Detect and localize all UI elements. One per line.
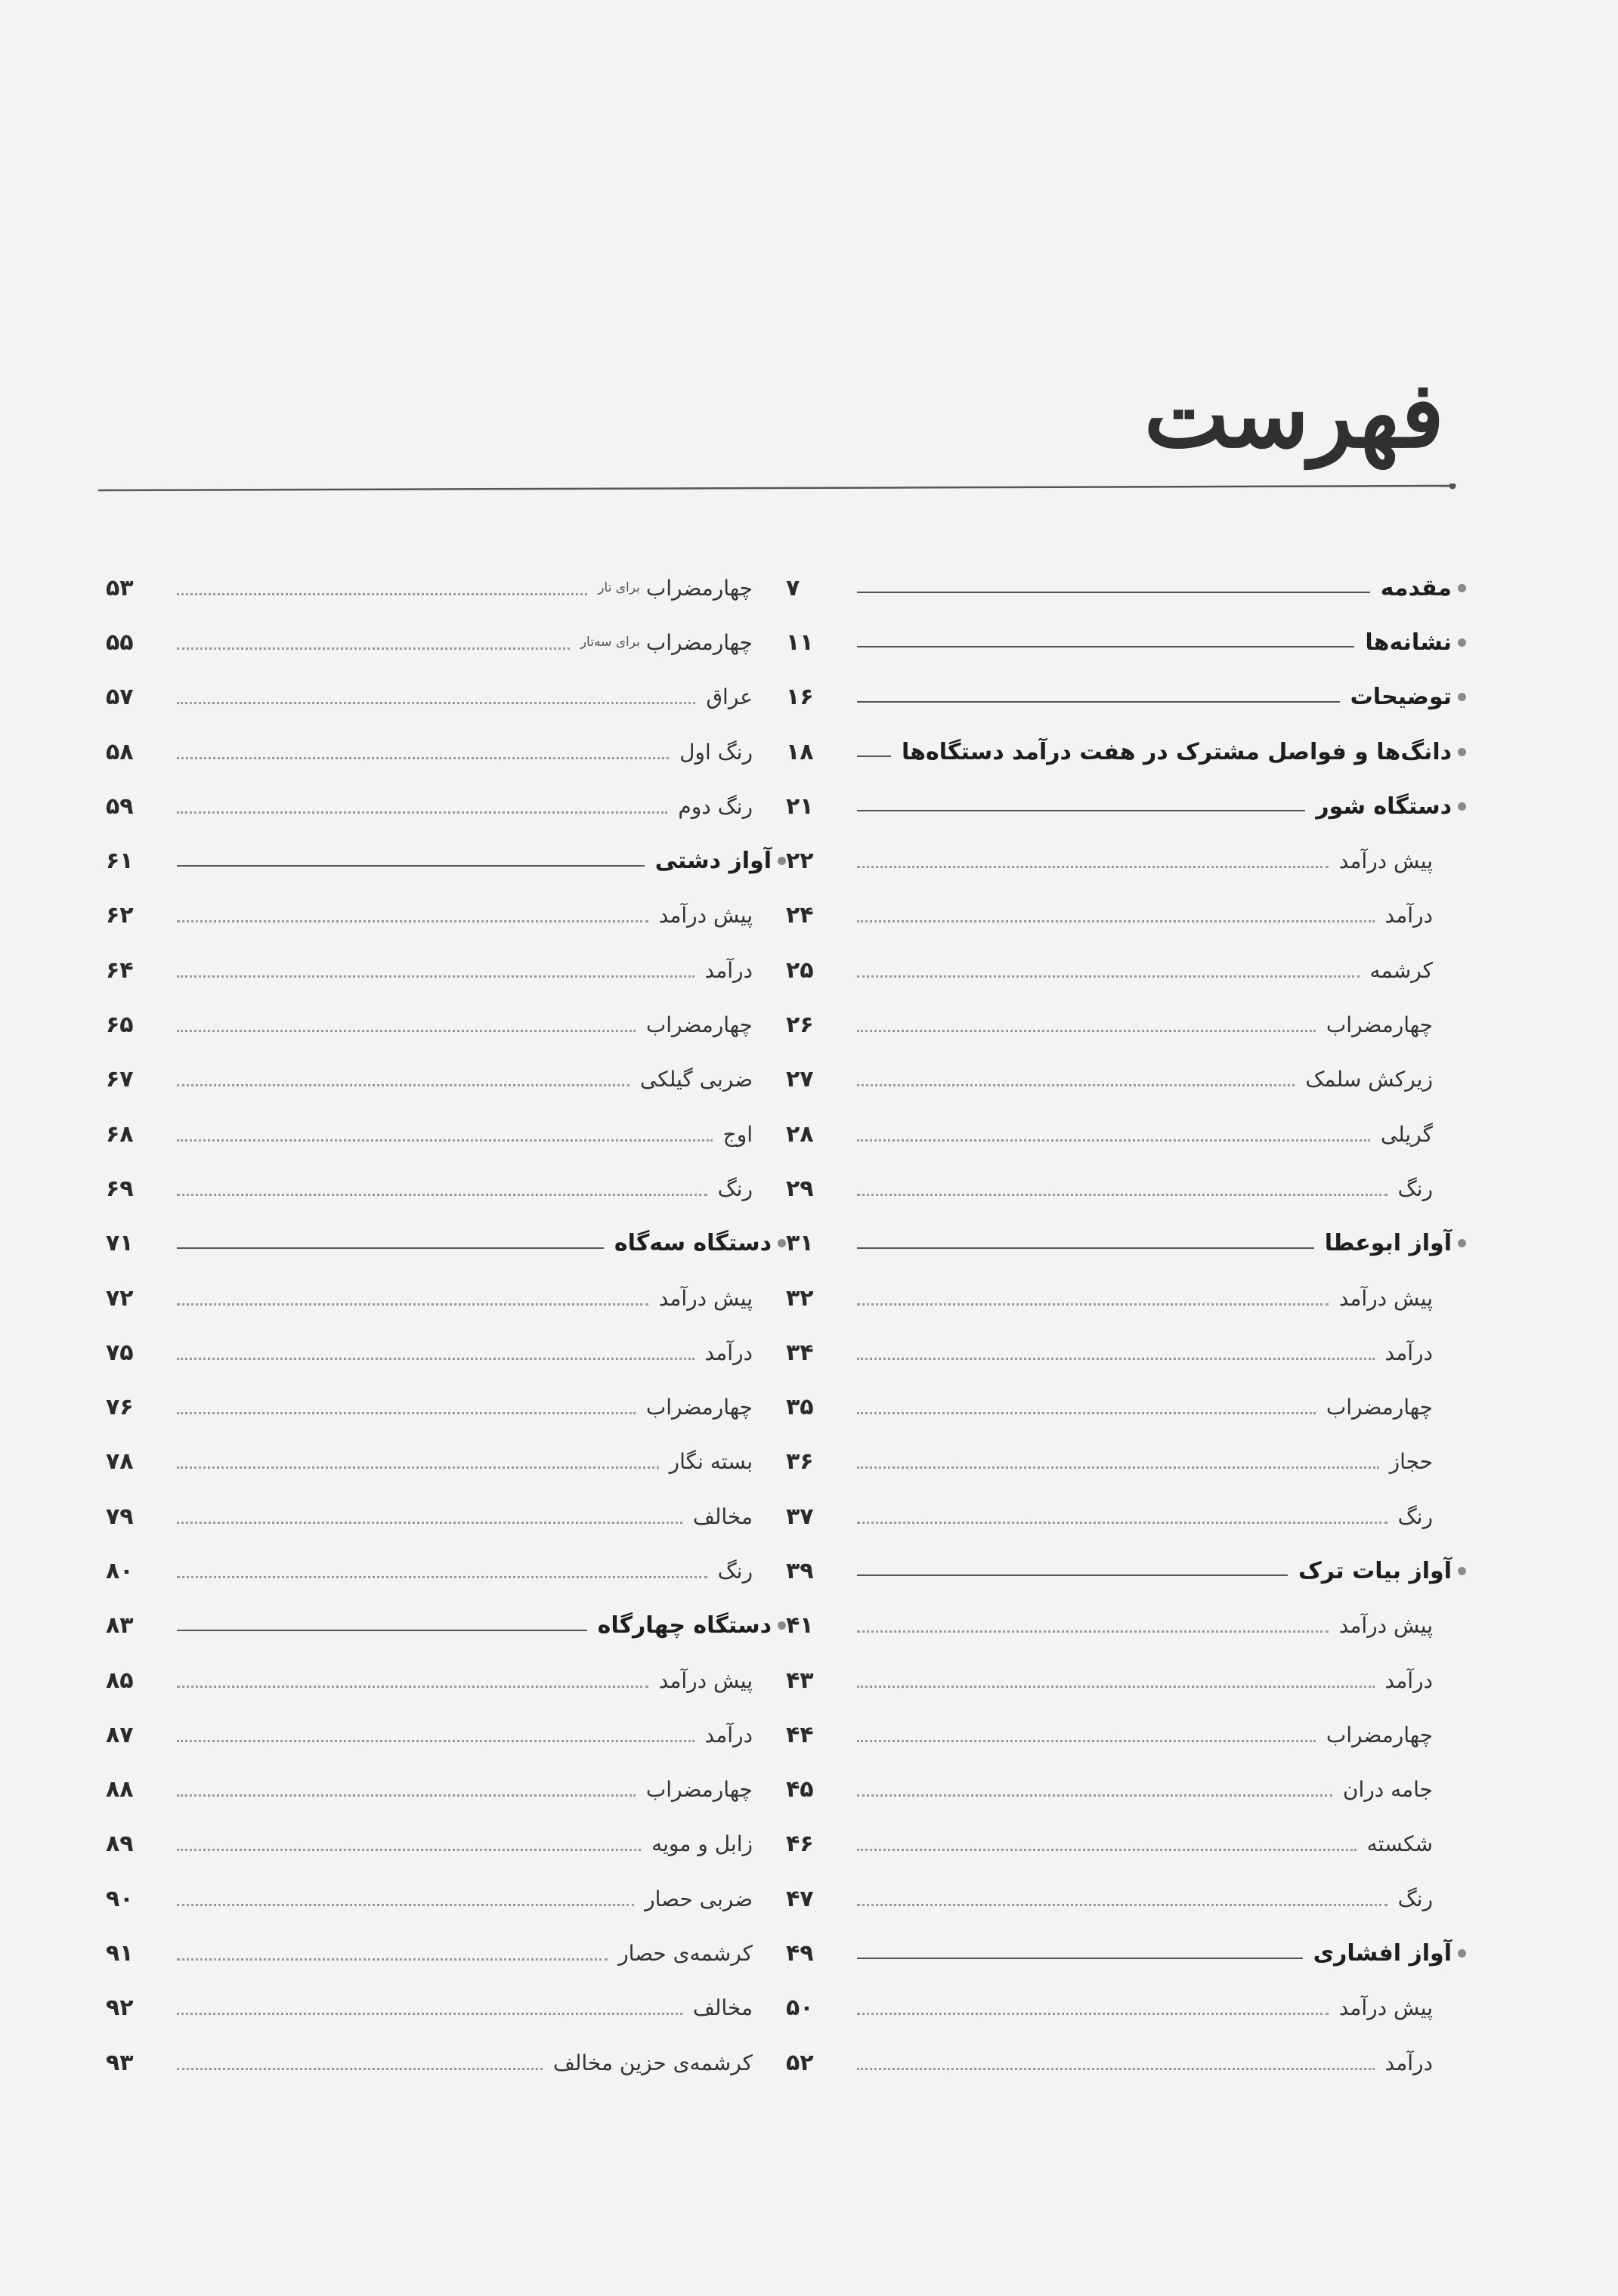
toc-entry[interactable] — [786, 1926, 1466, 1980]
toc-entry[interactable] — [786, 1325, 1466, 1380]
toc-leader — [177, 1303, 648, 1306]
toc-entry-label: مقدمه — [1380, 574, 1452, 601]
toc-page-number: ۱۸ — [786, 738, 814, 765]
toc-leader — [177, 1030, 636, 1032]
bullet-icon — [1458, 1239, 1466, 1247]
toc-entry[interactable] — [786, 1981, 1466, 2035]
toc-entry[interactable] — [786, 1653, 1466, 1707]
toc-entry[interactable] — [106, 1216, 786, 1271]
page-title: فهرست — [1143, 362, 1444, 468]
toc-page-number: ۷۲ — [106, 1284, 134, 1312]
toc-leader — [857, 1466, 1379, 1469]
title-rule — [98, 484, 1459, 493]
toc-page-number: ۲۷ — [786, 1066, 814, 1093]
toc-entry[interactable] — [106, 833, 786, 888]
toc-page-number: ۷۱ — [106, 1230, 134, 1257]
toc-entry[interactable] — [106, 725, 786, 779]
toc-entry-label: پیش درآمد — [658, 1285, 753, 1311]
toc-entry-label: پیش درآمد — [1338, 1285, 1433, 1311]
toc-entry[interactable] — [106, 1489, 786, 1544]
toc-entry-label: بسته نگار — [669, 1449, 753, 1475]
toc-leader — [857, 1084, 1295, 1086]
toc-entry-label: رنگ — [717, 1558, 753, 1584]
toc-entry-label: چهارمضراب — [1326, 1722, 1433, 1747]
bullet-icon — [1458, 1567, 1466, 1575]
toc-entry-label: چهارمضراب — [1326, 1395, 1433, 1420]
toc-entry-label: اوج — [722, 1121, 753, 1147]
toc-page-number: ۲۲ — [786, 848, 814, 875]
toc-page-number: ۶۷ — [106, 1066, 134, 1093]
toc-page-number: ۶۹ — [106, 1175, 134, 1202]
toc-leader — [857, 756, 891, 757]
toc-entry-label: پیش درآمد — [1338, 1613, 1433, 1639]
toc-page-number: ۶۸ — [106, 1120, 134, 1148]
toc-entry-label: نشانه‌ها — [1365, 629, 1452, 656]
toc-page-number: ۶۴ — [106, 956, 134, 984]
toc-page-number: ۲۶ — [786, 1012, 814, 1039]
bullet-icon — [1458, 748, 1466, 756]
toc-entry[interactable] — [786, 1435, 1466, 1489]
bullet-icon — [1458, 638, 1466, 647]
toc-page-number: ۳۶ — [786, 1448, 814, 1476]
toc-entry[interactable] — [106, 1871, 786, 1926]
toc-entry-label: دستگاه چهارگاه — [597, 1612, 772, 1639]
toc-entry[interactable] — [786, 997, 1466, 1052]
toc-entry[interactable] — [106, 1707, 786, 1762]
toc-leader — [857, 1630, 1329, 1633]
toc-entry[interactable] — [106, 1763, 786, 1817]
toc-leader — [177, 1849, 641, 1851]
toc-entry[interactable] — [786, 1763, 1466, 1817]
toc-leader — [857, 1358, 1375, 1360]
toc-page-number: ۸۳ — [106, 1612, 134, 1639]
toc-entry[interactable] — [786, 1599, 1466, 1653]
toc-page-number: ۹۳ — [106, 2049, 134, 2076]
toc-entry[interactable] — [786, 725, 1466, 779]
toc-entry[interactable] — [106, 1599, 786, 1653]
toc-leader — [857, 701, 1340, 703]
bullet-icon — [1458, 802, 1466, 811]
toc-leader — [177, 702, 695, 704]
toc-entry-label: چهارمضراب — [645, 629, 753, 655]
toc-entry-label: درآمد — [1384, 903, 1433, 929]
toc-entry-label: ضربی حصار — [645, 1886, 753, 1911]
toc-leader — [857, 920, 1375, 922]
toc-leader — [177, 1194, 707, 1196]
toc-entry[interactable] — [786, 1707, 1466, 1762]
toc-entry[interactable] — [786, 1380, 1466, 1434]
toc-leader — [177, 1466, 659, 1469]
toc-page-number: ۷ — [786, 574, 800, 601]
toc-leader — [177, 1904, 634, 1906]
toc-page-number: ۶۵ — [106, 1012, 134, 1039]
toc-entry-label: چهارمضراب — [1326, 1012, 1433, 1038]
toc-entry-label: شکسته — [1366, 1831, 1433, 1857]
toc-entry-label: رنگ اول — [679, 739, 753, 765]
toc-entry[interactable] — [786, 615, 1466, 669]
toc-leader — [857, 1849, 1357, 1851]
toc-entry[interactable] — [106, 888, 786, 943]
toc-leader — [857, 1794, 1332, 1797]
toc-entry-label: ضربی گیلکی — [639, 1067, 753, 1092]
toc-leader — [857, 1194, 1388, 1196]
toc-page-number: ۴۹ — [786, 1940, 814, 1967]
bullet-icon — [1458, 693, 1466, 701]
toc-page-number: ۳۵ — [786, 1394, 814, 1421]
toc-leader — [857, 592, 1370, 593]
toc-page-number: ۲۵ — [786, 956, 814, 984]
toc-leader — [177, 757, 669, 759]
toc-entry[interactable] — [106, 1435, 786, 1489]
toc-entry[interactable] — [786, 1216, 1466, 1271]
toc-entry[interactable] — [106, 1817, 786, 1871]
toc-page-number: ۷۶ — [106, 1394, 134, 1421]
toc-entry[interactable] — [106, 1161, 786, 1216]
toc-page-number: ۸۸ — [106, 1776, 134, 1803]
toc-page-number: ۴۵ — [786, 1776, 814, 1803]
toc-entry-label: دانگ‌ها و فواصل مشترک در هفت درآمد دستگاه‌ها — [901, 738, 1452, 765]
toc-page-number: ۹۱ — [106, 1940, 134, 1967]
toc-entry-label: درآمد — [1384, 2050, 1433, 2075]
toc-leader — [177, 811, 667, 814]
toc-page-number: ۵۷ — [106, 684, 134, 711]
toc-entry-label: زابل و مویه — [651, 1831, 753, 1857]
toc-entry[interactable] — [786, 1107, 1466, 1161]
toc-entry-label: درآمد — [704, 1340, 753, 1365]
toc-entry-label: پیش درآمد — [658, 1667, 753, 1693]
toc-entry-label: گریلی — [1380, 1121, 1433, 1147]
toc-entry[interactable] — [106, 2035, 786, 2090]
toc-leader — [857, 2013, 1329, 2015]
toc-leader — [177, 1522, 682, 1524]
toc-page-number: ۱۶ — [786, 684, 814, 711]
toc-entry[interactable] — [786, 2035, 1466, 2090]
toc-leader — [177, 1084, 630, 1086]
toc-entry[interactable] — [786, 833, 1466, 888]
bullet-icon — [1458, 1949, 1466, 1958]
toc-entry[interactable] — [106, 670, 786, 725]
toc-leader — [857, 975, 1360, 978]
toc-page-number: ۴۳ — [786, 1667, 814, 1694]
toc-leader — [177, 1358, 695, 1360]
toc-leader — [177, 1247, 604, 1249]
toc-leader — [177, 593, 587, 595]
toc-leader — [177, 647, 570, 650]
toc-page-number: ۴۶ — [786, 1831, 814, 1858]
toc-leader — [857, 1904, 1388, 1906]
toc-entry[interactable] — [786, 779, 1466, 833]
toc-page-number: ۷۸ — [106, 1448, 134, 1476]
toc-leader — [857, 1247, 1314, 1249]
toc-page-number: ۶۲ — [106, 902, 134, 929]
toc-leader — [857, 1303, 1329, 1306]
toc-entry-label: مخالف — [692, 1995, 753, 2021]
toc-leader — [857, 1139, 1370, 1142]
toc-page-number: ۵۳ — [106, 574, 134, 601]
toc-entry-label: چهارمضراب — [645, 575, 753, 601]
toc-entry-label: آواز بیات ترک — [1298, 1557, 1452, 1584]
toc-leader — [857, 1412, 1316, 1414]
toc-leader — [857, 2068, 1375, 2070]
toc-entry-label: مخالف — [692, 1503, 753, 1529]
toc-page-number: ۷۹ — [106, 1503, 134, 1530]
toc-entry-label: آواز دشتی — [654, 848, 772, 875]
toc-page-number: ۹۰ — [106, 1885, 134, 1912]
toc-page-number: ۳۴ — [786, 1339, 814, 1366]
toc-page-number: ۳۲ — [786, 1284, 814, 1312]
toc-leader — [857, 810, 1305, 811]
toc-entry-label: چهارمضراب — [645, 1777, 753, 1803]
toc-page-number: ۲۱ — [786, 793, 814, 820]
toc-entry-label: توضیحات — [1350, 684, 1452, 711]
toc-entry[interactable] — [106, 1271, 786, 1325]
toc-entry-label: جامه دران — [1342, 1777, 1433, 1803]
toc-entry[interactable] — [106, 943, 786, 997]
toc-entry[interactable] — [106, 615, 786, 669]
toc-entry-label: دستگاه سه‌گاه — [614, 1230, 772, 1257]
toc-entry-label: درآمد — [704, 957, 753, 983]
toc-page-number: ۸۷ — [106, 1721, 134, 1748]
toc-entry[interactable] — [106, 1325, 786, 1380]
toc-leader — [177, 2068, 543, 2070]
toc-entry[interactable] — [786, 670, 1466, 725]
toc-entry-label: رنگ — [1397, 1176, 1433, 1201]
toc-page-number: ۳۱ — [786, 1230, 814, 1257]
toc-page-number: ۲۹ — [786, 1175, 814, 1202]
toc-leader — [177, 1958, 608, 1961]
bullet-icon — [778, 857, 786, 865]
toc-leader — [177, 1686, 648, 1688]
toc-page-number: ۵۸ — [106, 738, 134, 765]
toc-entry-label: کرشمه — [1369, 957, 1433, 983]
toc-page-number: ۵۰ — [786, 1995, 814, 2022]
toc-entry-label: رنگ — [1397, 1503, 1433, 1529]
toc-page-number: ۶۱ — [106, 848, 134, 875]
toc-page-number: ۸۹ — [106, 1831, 134, 1858]
toc-leader — [857, 1740, 1316, 1742]
toc-entry[interactable] — [786, 1052, 1466, 1107]
toc-entry-label: درآمد — [704, 1722, 753, 1747]
toc-entry[interactable] — [106, 1981, 786, 2035]
toc-leader — [177, 2013, 682, 2015]
toc-column-left — [106, 561, 786, 2090]
toc-entry[interactable] — [106, 1107, 786, 1161]
toc-entry[interactable] — [786, 561, 1466, 615]
bullet-icon — [778, 1239, 786, 1247]
toc-page-number: ۲۸ — [786, 1120, 814, 1148]
toc-entry-label: کرشمه‌ی حصار — [618, 1941, 753, 1967]
toc-leader — [177, 1576, 707, 1578]
toc-page-number: ۸۵ — [106, 1667, 134, 1694]
toc-entry-note: برای تار — [598, 580, 640, 596]
toc-page-number: ۹۲ — [106, 1995, 134, 2022]
toc-page-number: ۴۱ — [786, 1612, 814, 1639]
toc-page-number: ۵۲ — [786, 2049, 814, 2076]
bullet-icon — [778, 1621, 786, 1630]
toc-entry[interactable] — [106, 1544, 786, 1598]
toc-leader — [857, 866, 1329, 868]
toc-leader — [177, 920, 648, 922]
toc-page-number: ۴۴ — [786, 1721, 814, 1748]
toc-leader — [177, 1139, 713, 1142]
bullet-icon — [1458, 584, 1466, 592]
toc-entry[interactable] — [106, 1926, 786, 1980]
toc-entry-label: دستگاه شور — [1316, 793, 1452, 820]
toc-entry-label: رنگ — [717, 1176, 753, 1201]
toc-entry[interactable] — [106, 1380, 786, 1434]
toc-page-number: ۵۹ — [106, 793, 134, 820]
toc-entry[interactable] — [786, 1817, 1466, 1871]
toc-leader — [177, 1630, 587, 1631]
toc-entry-label: حجاز — [1389, 1449, 1433, 1475]
toc-entry-label: پیش درآمد — [658, 903, 753, 929]
toc-page-number: ۴۷ — [786, 1885, 814, 1912]
toc-entry[interactable] — [786, 1271, 1466, 1325]
toc-entry-label: چهارمضراب — [645, 1395, 753, 1420]
toc-entry[interactable] — [786, 1871, 1466, 1926]
toc-entry[interactable] — [786, 1489, 1466, 1544]
toc-page-number: ۲۴ — [786, 902, 814, 929]
toc-entry-label: پیش درآمد — [1338, 1995, 1433, 2021]
toc-entry[interactable] — [106, 561, 786, 615]
toc-entry-label: درآمد — [1384, 1340, 1433, 1365]
toc-entry-label: رنگ — [1397, 1886, 1433, 1911]
toc-entry[interactable] — [106, 1653, 786, 1707]
toc-leader — [177, 975, 695, 978]
toc-entry-label: چهارمضراب — [645, 1012, 753, 1038]
toc-page-number: ۵۵ — [106, 629, 134, 656]
toc-leader — [857, 1958, 1303, 1959]
toc-entry[interactable] — [106, 1052, 786, 1107]
toc-entry[interactable] — [106, 997, 786, 1052]
toc-entry-label: آواز افشاری — [1313, 1940, 1452, 1967]
toc-entry-label: درآمد — [1384, 1667, 1433, 1693]
toc-column-right — [786, 561, 1466, 2090]
toc-entry[interactable] — [786, 888, 1466, 943]
toc-leader — [857, 646, 1354, 647]
toc-leader — [177, 1412, 636, 1414]
toc-leader — [177, 865, 645, 867]
toc-page-number: ۳۹ — [786, 1557, 814, 1584]
toc-entry-label: رنگ دوم — [678, 793, 753, 819]
toc-leader — [177, 1794, 636, 1797]
toc-entry[interactable] — [786, 1161, 1466, 1216]
toc-entry-label: عراق — [706, 684, 753, 710]
toc-page-number: ۳۷ — [786, 1503, 814, 1530]
toc-entry-label: کرشمه‌ی حزین مخالف — [552, 2050, 753, 2075]
toc-entry-label: پیش درآمد — [1338, 848, 1433, 874]
toc-page-number: ۷۵ — [106, 1339, 134, 1366]
toc-entry-label: زیرکش سلمک — [1305, 1067, 1433, 1092]
toc-entry[interactable] — [106, 779, 786, 833]
toc-leader — [857, 1030, 1316, 1032]
toc-page-number: ۱۱ — [786, 629, 814, 656]
toc-page-number: ۸۰ — [106, 1557, 134, 1584]
toc-entry[interactable] — [786, 943, 1466, 997]
toc-leader — [857, 1686, 1375, 1688]
toc-entry-label: آواز ابوعطا — [1324, 1230, 1452, 1257]
toc-entry[interactable] — [786, 1544, 1466, 1598]
toc-leader — [177, 1740, 695, 1742]
toc-leader — [857, 1522, 1388, 1524]
toc-entry-note: برای سه‌تار — [580, 635, 640, 650]
toc-leader — [857, 1574, 1288, 1576]
